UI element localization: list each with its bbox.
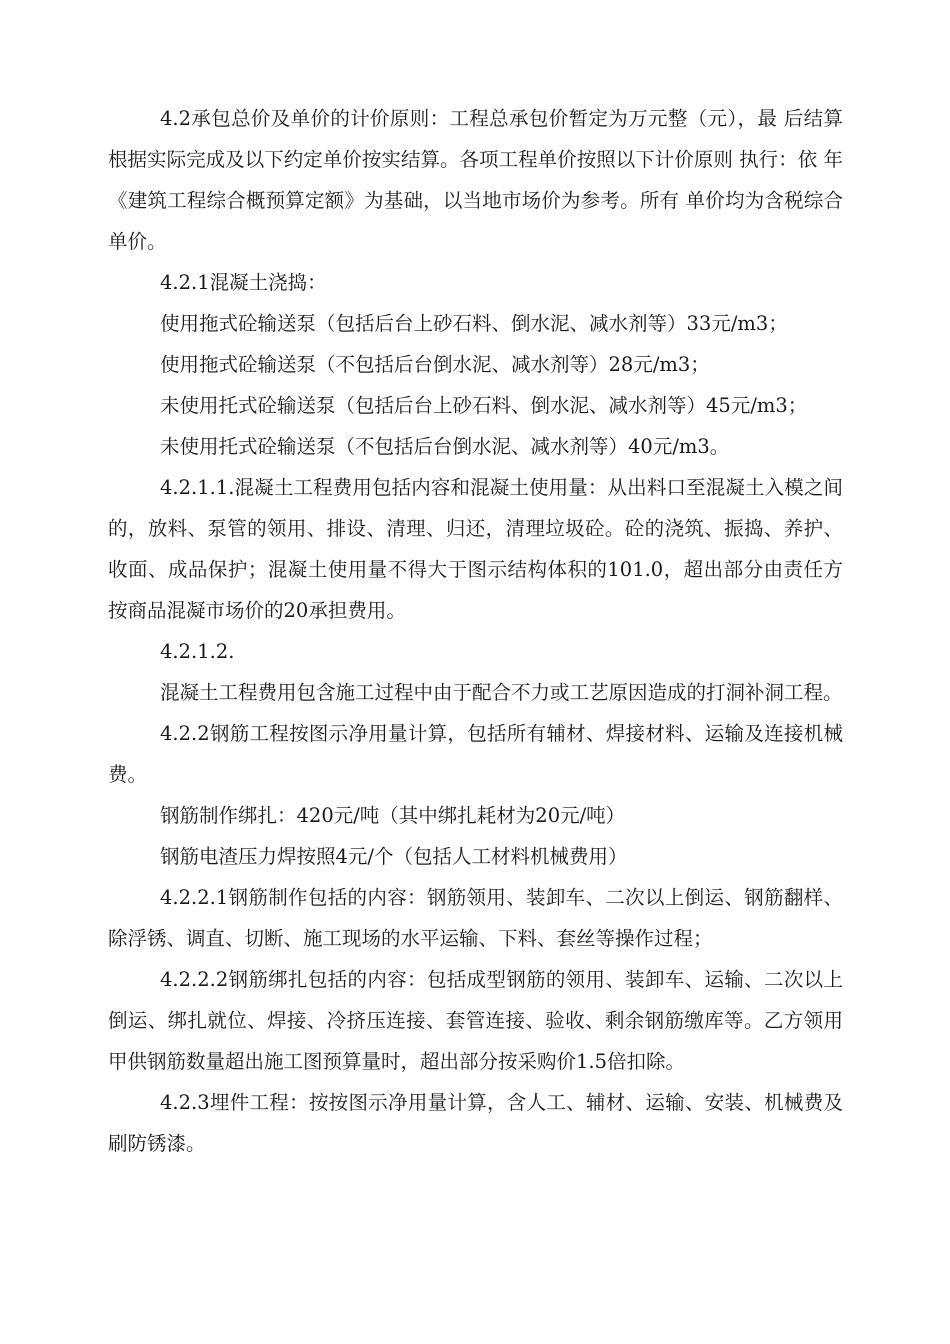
price-item-no-pump-with-backend: 未使用托式砼输送泵（包括后台上砂石料、倒水泥、减水剂等）45元/m3； (160, 394, 808, 417)
paragraph-4-2-1-2-concrete-repair: 混凝土工程费用包含施工过程中由于配合不力或工艺原因造成的打洞补洞工程。 (160, 681, 843, 704)
paragraph-4-2-pricing-principle: 4.2承包总价及单价的计价原则：工程总承包价暂定为万元整（元），最 后结算根据实际完成及以下约定单价按实结算。各项工程单价按照以下计价原则 执行：依 年《建筑工程综合概预算定额》为基础，以当地市场价为参考。所有 单价均为含税综合单价。 (108, 107, 843, 253)
paragraph-4-2-3-embedded-parts: 4.2.3埋件工程：按按图示净用量计算，含人工、辅材、运输、安装、机械费及刷防锈漆。 (108, 1091, 843, 1155)
price-item-towed-pump-with-backend: 使用拖式砼输送泵（包括后台上砂石料、倒水泥、减水剂等）33元/m3； (160, 312, 788, 335)
heading-4-2-1-2: 4.2.1.2. (160, 640, 235, 663)
paragraph-4-2-1-1-concrete-scope: 4.2.1.1.混凝土工程费用包括内容和混凝土使用量：从出料口至混凝土入模之间的，放料、泵管的领用、排设、清理、归还，清理垃圾砼。砼的浇筑、振捣、养护、收面、成品保护；混凝土使用量不得大于图示结构体积的101.0，超出部分由责任方按商品混凝市场价的20承担费用。 (108, 476, 843, 622)
document-body (108, 98, 843, 1164)
paragraph-4-2-2-2-rebar-binding-scope: 4.2.2.2钢筋绑扎包括的内容：包括成型钢筋的领用、装卸车、运输、二次以上倒运、绑扎就位、焊接、冷挤压连接、套管连接、验收、剩余钢筋缴库等。乙方领用甲供钢筋数量超出施工图预算量时，超出部分按采购价1.5倍扣除。 (108, 968, 843, 1073)
price-item-rebar-binding: 钢筋制作绑扎：420元/吨（其中绑扎耗材为20元/吨） (160, 804, 626, 827)
price-item-towed-pump-without-backend: 使用拖式砼输送泵（不包括后台倒水泥、减水剂等）28元/m3； (160, 353, 710, 376)
paragraph-4-2-2-rebar-works: 4.2.2钢筋工程按图示净用量计算，包括所有辅材、焊接材料、运输及连接机械费。 (108, 722, 843, 786)
paragraph-4-2-2-1-rebar-fabrication: 4.2.2.1钢筋制作包括的内容：钢筋领用、装卸车、二次以上倒运、钢筋翻样、除浮锈、调直、切断、施工现场的水平运输、下料、套丝等操作过程； (108, 886, 843, 950)
price-item-no-pump-without-backend: 未使用托式砼输送泵（不包括后台倒水泥、减水剂等）40元/m3。 (160, 435, 730, 458)
price-item-electroslag-welding: 钢筋电渣压力焊按照4元/个（包括人工材料机械费用） (160, 845, 628, 868)
heading-4-2-1-concrete-pouring: 4.2.1混凝土浇捣： (160, 271, 327, 294)
